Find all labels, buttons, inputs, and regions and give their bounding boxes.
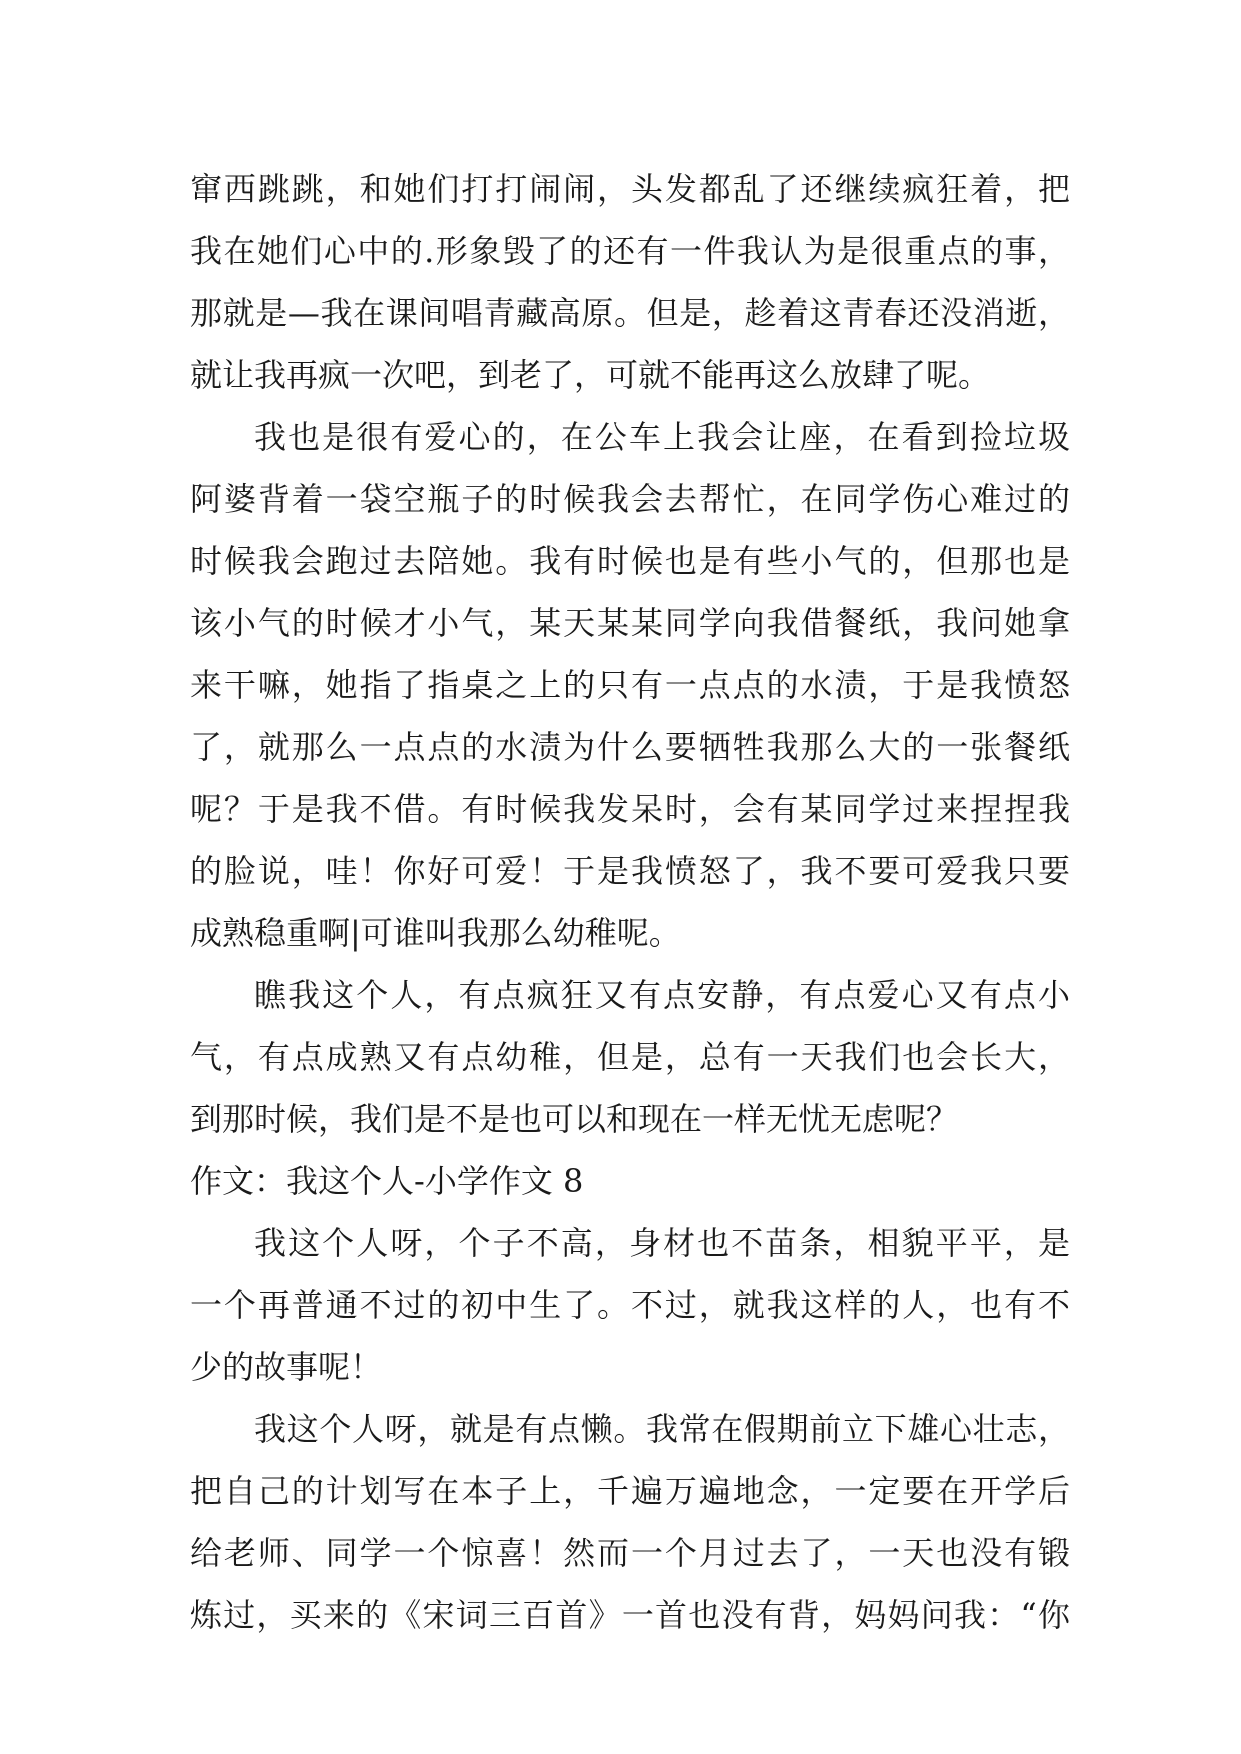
text-line: 我也是很有爱心的，在公车上我会让座，在看到捡垃圾 xyxy=(254,418,1070,456)
text-line: 来干嘛，她指了指桌之上的只有一点点的水渍，于是我愤怒 xyxy=(190,666,1070,704)
text-line: 该小气的时候才小气，某天某某同学向我借餐纸，我问她拿 xyxy=(190,604,1070,642)
text-line: 成熟稳重啊|可谁叫我那么幼稚呢。 xyxy=(190,914,681,952)
text-line: 给老师、同学一个惊喜！然而一个月过去了，一天也没有锻 xyxy=(190,1534,1070,1572)
text-line: 炼过，买来的《宋词三百首》一首也没有背，妈妈问我：“你 xyxy=(190,1596,1070,1634)
text-line: 我这个人呀，就是有点懒。我常在假期前立下雄心壮志， xyxy=(254,1410,1070,1448)
text-line: 时候我会跑过去陪她。我有时候也是有些小气的，但那也是 xyxy=(190,542,1070,580)
text-line: 那就是—我在课间唱青藏高原。但是，趁着这青春还没消逝， xyxy=(190,294,1070,332)
text-line: 呢？于是我不借。有时候我发呆时，会有某同学过来捏捏我 xyxy=(190,790,1070,828)
text-line: 了，就那么一点点的水渍为什么要牺牲我那么大的一张餐纸 xyxy=(190,728,1070,766)
text-line: 瞧我这个人，有点疯狂又有点安静，有点爱心又有点小 xyxy=(254,976,1070,1014)
text-line: 把自己的计划写在本子上，千遍万遍地念，一定要在开学后 xyxy=(190,1472,1070,1510)
text-line: 到那时候，我们是不是也可以和现在一样无忧无虑呢？ xyxy=(190,1100,959,1138)
document-body xyxy=(190,158,1070,1646)
text-line: 窜西跳跳，和她们打打闹闹，头发都乱了还继续疯狂着，把 xyxy=(190,170,1070,208)
text-line: 少的故事呢！ xyxy=(190,1348,383,1386)
text-line: 一个再普通不过的初中生了。不过，就我这样的人，也有不 xyxy=(190,1286,1070,1324)
section-heading: 作文：我这个人-小学作文 8 xyxy=(190,1162,584,1200)
text-line: 阿婆背着一袋空瓶子的时候我会去帮忙，在同学伤心难过的 xyxy=(190,480,1070,518)
text-line: 我在她们心中的.形象毁了的还有一件我认为是很重点的事， xyxy=(190,232,1070,270)
text-line: 就让我再疯一次吧，到老了，可就不能再这么放肆了呢。 xyxy=(190,356,991,394)
text-line: 的脸说，哇！你好可爱！于是我愤怒了，我不要可爱我只要 xyxy=(190,852,1070,890)
text-line: 气，有点成熟又有点幼稚，但是，总有一天我们也会长大， xyxy=(190,1038,1070,1076)
text-line: 我这个人呀，个子不高，身材也不苗条，相貌平平，是 xyxy=(254,1224,1070,1262)
